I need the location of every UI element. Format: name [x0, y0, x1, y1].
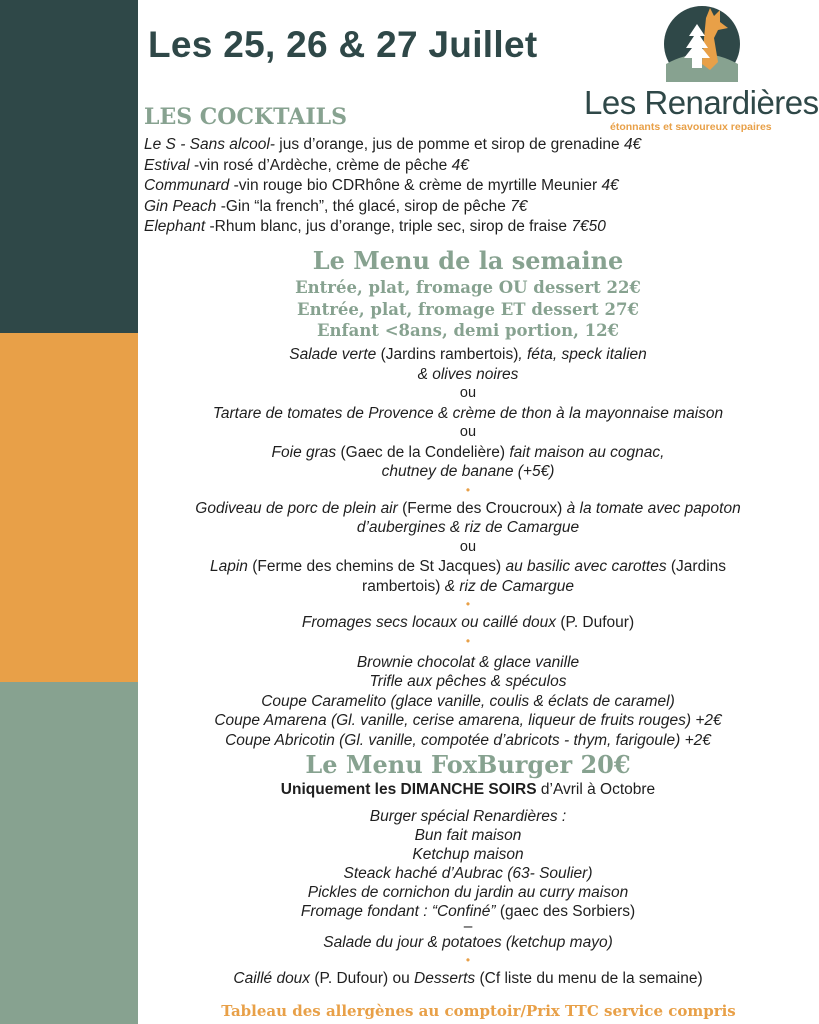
- dessert-item: Trifle aux pêches & spéculos: [369, 673, 567, 690]
- cocktail-price: 7€50: [571, 218, 606, 235]
- cocktail-desc: -vin rouge bio CDRhône & crème de myrtille Meunier: [229, 177, 602, 194]
- cocktail-item: [144, 197, 641, 218]
- burger-line: Ketchup maison: [412, 846, 524, 863]
- plat-item-cont: d’aubergines & riz de Camargue: [356, 519, 580, 536]
- cocktail-desc: -Gin “la french”, thé glacé, sirop de pêche: [216, 197, 511, 215]
- or-separator: ou: [459, 538, 477, 555]
- menu-semaine-courses: [138, 345, 798, 750]
- fromage-item: Fromages secs locaux ou caillé doux (P. Dufour): [301, 614, 635, 631]
- cocktail-price: 4€: [623, 136, 642, 153]
- bullet-separator: •: [465, 597, 471, 611]
- foxburger-subhead: Uniquement les DIMANCHE SOIRS d’Avril à Octobre: [280, 781, 656, 798]
- price-line: Entrée, plat, fromage OU dessert 22€: [295, 278, 641, 297]
- side-band-sage: [0, 682, 138, 1024]
- dessert-item: Brownie chocolat & glace vanille: [356, 653, 580, 671]
- plat-item-cont: rambertois) & riz de Camargue: [362, 577, 574, 595]
- cocktail-item: [144, 176, 641, 197]
- plat-item: Godiveau de porc de plein air (Ferme des Croucroux) à la tomate avec papoton: [195, 499, 741, 517]
- cocktail-item: [144, 156, 641, 177]
- menu-semaine-prices: [138, 277, 798, 342]
- bullet-separator: •: [465, 953, 471, 967]
- cocktail-name: Elephant: [144, 218, 206, 235]
- cocktail-name: Gin Peach: [144, 197, 217, 215]
- cocktail-desc: -Rhum blanc, jus d’orange, triple sec, sirop de fraise: [205, 218, 572, 235]
- logo: [584, 4, 819, 138]
- side-band-orange: [0, 333, 138, 682]
- cocktail-name: Communard: [144, 177, 230, 194]
- or-separator: ou: [459, 385, 477, 401]
- fox-logo-icon: [662, 4, 742, 86]
- logo-tagline: étonnants et savoureux repaires: [610, 121, 772, 133]
- burger-dessert-line: Caillé doux (P. Dufour) ou Desserts (Cf liste du menu de la semaine): [233, 970, 703, 987]
- footer-note: Tableau des allergènes au comptoir/Prix TTC service compris: [221, 1002, 736, 1020]
- logo-wordmark: Les Renardières: [584, 84, 819, 121]
- bullet-separator: •: [465, 633, 471, 648]
- cocktails-list: [144, 135, 641, 238]
- page-title: Les 25, 26 & 27 Juillet: [148, 24, 538, 65]
- burger-line: Fromage fondant : “Confiné” (gaec des Sorbiers): [300, 903, 636, 920]
- entree-item-cont: & olives noires: [417, 365, 519, 383]
- cocktail-desc: -vin rosé d’Ardèche, crème de pêche: [189, 156, 452, 174]
- foxburger-title-wrap: [138, 750, 798, 779]
- menu-content: [138, 0, 819, 1024]
- burger-line: Bun fait maison: [414, 827, 522, 844]
- foxburger-courses: [138, 780, 798, 988]
- entree-item: Tartare de tomates de Provence & crème de thon à la mayonnaise maison: [212, 404, 724, 422]
- cocktail-item: [144, 217, 641, 238]
- burger-line: Burger spécial Renardières :: [369, 808, 567, 825]
- or-separator: ou: [459, 424, 477, 440]
- entree-item: Salade verte (Jardins rambertois), féta, speck italien: [289, 346, 647, 363]
- entree-item-cont: chutney de banane (+5€): [381, 463, 555, 480]
- dessert-item: Coupe Caramelito (glace vanille, coulis & éclats de caramel): [261, 692, 675, 710]
- bullet-separator: •: [465, 482, 471, 497]
- cocktail-price: 4€: [451, 156, 469, 174]
- cocktail-name: Le S - Sans alcool-: [144, 136, 275, 153]
- dash-separator: –: [463, 918, 473, 935]
- burger-line: Salade du jour & potatoes (ketchup mayo): [323, 934, 613, 951]
- cocktail-desc: jus d’orange, jus de pomme et sirop de grenadine: [274, 136, 624, 153]
- cocktail-price: 4€: [601, 177, 619, 194]
- burger-line: Pickles de cornichon du jardin au curry maison: [307, 884, 629, 901]
- foxburger-title: Le Menu FoxBurger 20€: [305, 750, 631, 779]
- side-band-teal: [0, 0, 138, 333]
- plat-item: Lapin (Ferme des chemins de St Jacques) au basilic avec carottes (Jardins: [209, 558, 727, 575]
- entree-item: Foie gras (Gaec de la Condelière) fait maison au cognac,: [271, 443, 665, 461]
- menu-semaine-title-wrap: [138, 246, 798, 275]
- menu-semaine-title: Le Menu de la semaine: [312, 246, 624, 275]
- cocktail-name: Estival: [144, 156, 190, 174]
- cocktail-item: [144, 135, 641, 156]
- burger-line: Steack haché d’Aubrac (63- Soulier): [343, 865, 593, 882]
- price-line: Enfant <8ans, demi portion, 12€: [316, 321, 620, 340]
- dessert-item: Coupe Abricotin (Gl. vanille, compotée d’abricots - thym, farigoule) +2€: [225, 731, 711, 749]
- price-line: Entrée, plat, fromage ET dessert 27€: [297, 299, 639, 319]
- dessert-item: Coupe Amarena (Gl. vanille, cerise amarena, liqueur de fruits rouges) +2€: [214, 712, 722, 729]
- cocktails-heading: LES COCKTAILS: [144, 104, 347, 130]
- cocktail-price: 7€: [510, 197, 528, 215]
